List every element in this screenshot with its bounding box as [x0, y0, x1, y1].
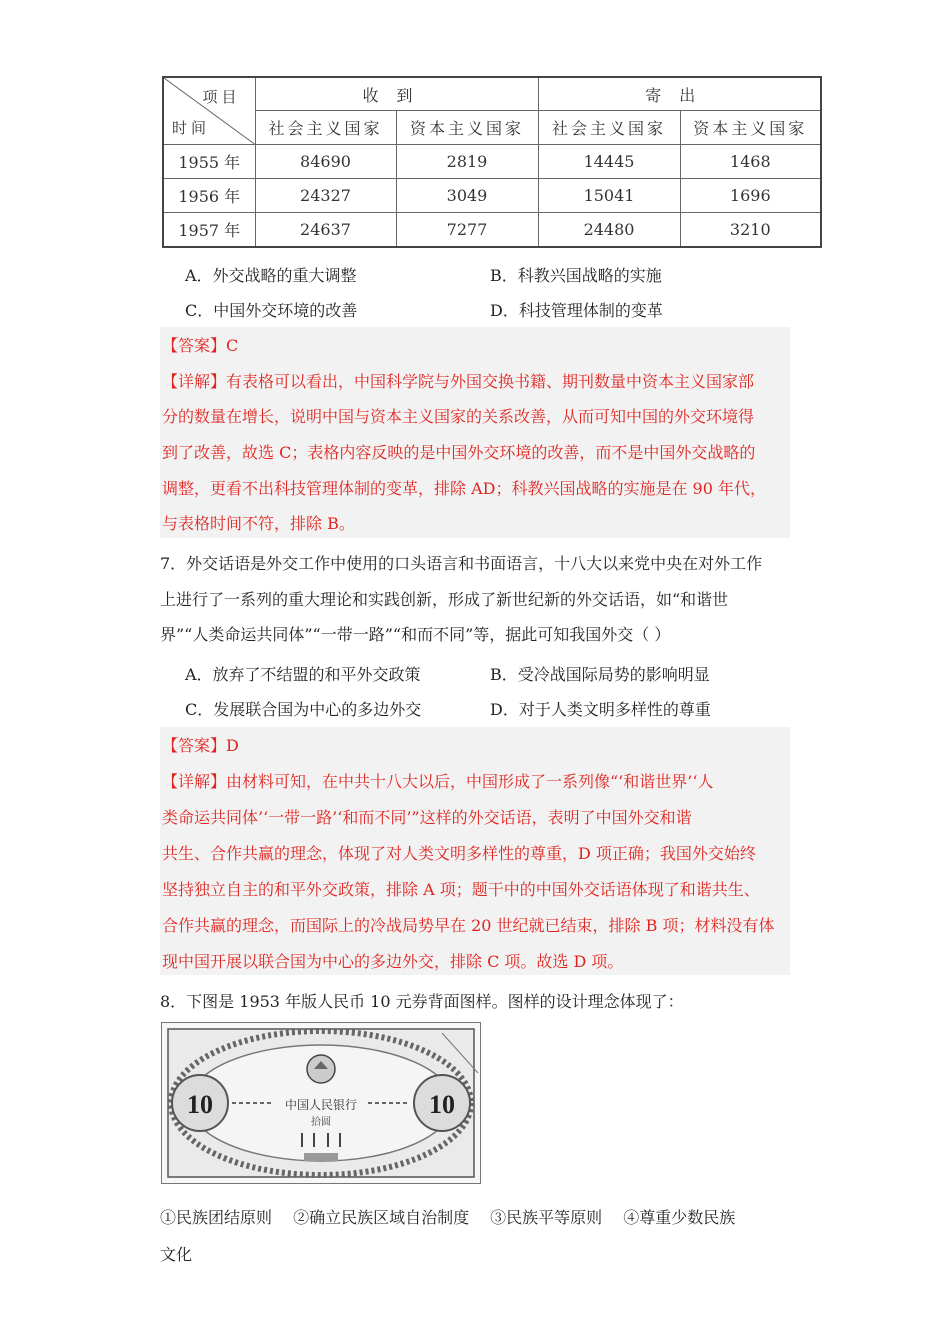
value-cell: 24327	[255, 179, 396, 213]
value-cell: 1696	[680, 179, 821, 213]
q7-detail-line: 【详解】由材料可知，在中共十八大以后，中国形成了一系列像“‘和谐世界’‘人	[162, 772, 714, 791]
table-corner-header	[163, 77, 255, 145]
value-cell: 14445	[538, 145, 680, 179]
value-cell: 15041	[538, 179, 680, 213]
value-cell: 24480	[538, 213, 680, 248]
header-time: 时间	[172, 119, 211, 137]
q6-option-d: D．科技管理体制的变革	[490, 301, 663, 320]
q6-detail-line: 【详解】有表格可以看出，中国科学院与外国交换书籍、期刊数量中资本主义国家部	[162, 372, 755, 391]
q7-answer: 【答案】D	[162, 736, 239, 755]
q6-answer: 【答案】C	[162, 336, 239, 355]
value-cell: 84690	[255, 145, 396, 179]
q7-detail-line: 合作共赢的理念，而国际上的冷战局势早在 20 世纪就已结束，排除 B 项；材料没有体	[162, 916, 775, 935]
header-sent: 寄出	[538, 77, 821, 111]
value-cell: 3210	[680, 213, 821, 248]
banknote-image	[161, 1022, 481, 1184]
note-denomination-right: 10	[429, 1090, 455, 1119]
q8-statements: ①民族团结原则 ②确立民族区域自治制度 ③民族平等原则 ④尊重少数民族	[160, 1208, 736, 1227]
value-cell: 1468	[680, 145, 821, 179]
header-received: 收到	[255, 77, 538, 111]
header-received-socialist: 社会主义国家	[255, 111, 396, 145]
value-cell: 3049	[396, 179, 538, 213]
q7-detail-line: 共生、合作共赢的理念，体现了对人类文明多样性的尊重，D 项正确；我国外交始终	[162, 844, 756, 863]
header-sent-capitalist: 资本主义国家	[680, 111, 821, 145]
q7-detail-line: 现中国开展以联合国为中心的多边外交，排除 C 项。故选 D 项。	[162, 952, 624, 971]
q7-detail-line: 坚持独立自主的和平外交政策，排除 A 项；题干中的中国外交话语体现了和谐共生、	[162, 880, 760, 899]
table-row	[163, 145, 821, 179]
q8-stem: 8．下图是 1953 年版人民币 10 元券背面图样。图样的设计理念体现了：	[160, 992, 684, 1011]
exchange-table	[162, 76, 822, 248]
q7-detail-line: 类命运共同体’‘一带一路’‘和而不同’”这样的外交话语，表明了中国外交和谐	[162, 808, 692, 827]
q6-option-a: A．外交战略的重大调整	[185, 266, 357, 285]
value-cell: 2819	[396, 145, 538, 179]
year-cell: 1955 年	[163, 145, 255, 179]
q6-answer-box	[160, 327, 790, 538]
q7-option-b: B．受冷战国际局势的影响明显	[490, 665, 710, 684]
year-cell: 1957 年	[163, 213, 255, 248]
q7-stem-line: 7．外交话语是外交工作中使用的口头语言和书面语言，十八大以来党中央在对外工作	[160, 554, 763, 573]
q6-option-c: C．中国外交环境的改善	[185, 301, 358, 320]
q7-option-a: A．放弃了不结盟的和平外交政策	[185, 665, 421, 684]
header-item: 项目	[202, 88, 241, 106]
q6-detail-line: 到了改善，故选 C；表格内容反映的是中国外交环境的改善，而不是中国外交战略的	[162, 443, 756, 462]
q7-option-c: C．发展联合国为中心的多边外交	[185, 700, 422, 719]
note-subtext: 拾圆	[311, 1117, 331, 1128]
value-cell: 7277	[396, 213, 538, 248]
year-cell: 1956 年	[163, 179, 255, 213]
header-sent-socialist: 社会主义国家	[538, 111, 680, 145]
header-received-capitalist: 资本主义国家	[396, 111, 538, 145]
q7-stem-line: 界”“人类命运共同体”“一带一路”“和而不同”等，据此可知我国外交（ ）	[160, 625, 671, 644]
q7-answer-box	[160, 727, 790, 975]
value-cell: 24637	[255, 213, 396, 248]
q6-option-b: B．科教兴国战略的实施	[490, 266, 662, 285]
table-row	[163, 179, 821, 213]
note-bank-name: 中国人民银行	[284, 1098, 358, 1112]
q6-detail-line: 分的数量在增长，说明中国与资本主义国家的关系改善，从而可知中国的外交环境得	[162, 407, 755, 426]
banknote-illustration	[162, 1023, 480, 1183]
q6-detail-line: 与表格时间不符，排除 B。	[162, 514, 355, 533]
q6-detail-line: 调整，更看不出科技管理体制的变革，排除 AD；科教兴国战略的实施是在 90 年代，	[162, 479, 767, 498]
q8-statements-cont: 文化	[160, 1245, 193, 1264]
q7-stem-line: 上进行了一系列的重大理论和实践创新，形成了新世纪新的外交话语，如“和谐世	[160, 590, 729, 609]
note-denomination-left: 10	[187, 1090, 213, 1119]
q7-option-d: D．对于人类文明多样性的尊重	[490, 700, 711, 719]
table-row	[163, 213, 821, 248]
